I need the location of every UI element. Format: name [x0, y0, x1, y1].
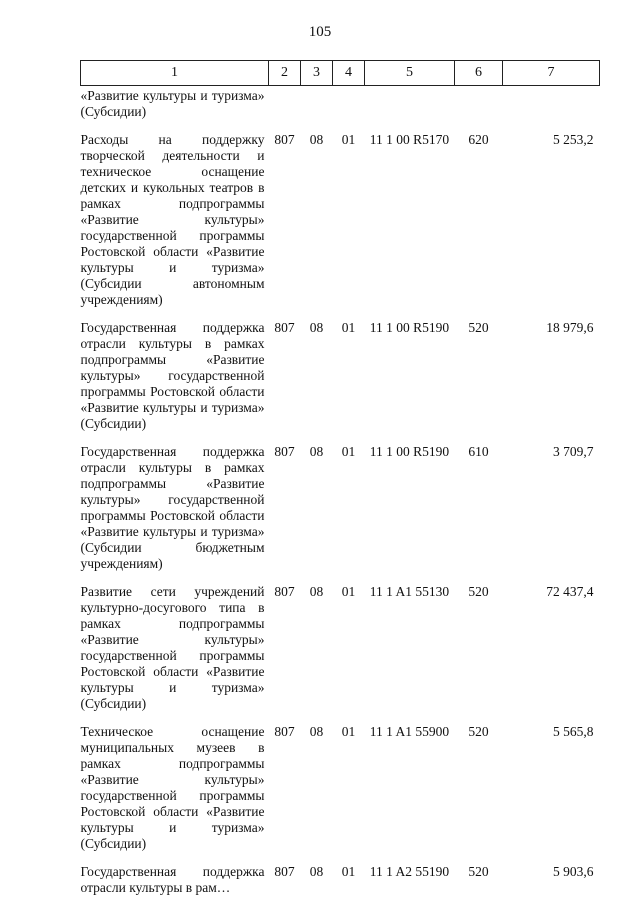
row-description: Расходы на поддержку творческой деятельности и техническое оснащение детских и кукольных театров в рамках подпрограммы «Развитие культуры» государственной программы Ростовской области «Развитие культуры и туризма» (Субсидии автономным учреждениям)	[80, 132, 265, 307]
row-amount: 5 565,8	[553, 724, 594, 739]
header-col-1: 1	[81, 61, 269, 86]
row-description: Техническое оснащение муниципальных музеев в рамках подпрограммы «Развитие культуры» государственной программы Ростовской области «Развитие культуры и туризма» (Субсидии)	[80, 724, 265, 851]
row-ministry-code	[269, 86, 301, 121]
row-expense-type: 610	[468, 444, 489, 459]
row-section: 08	[309, 444, 324, 459]
table-row	[81, 852, 600, 896]
header-col-3: 3	[301, 61, 333, 86]
row-section: 08	[309, 132, 324, 147]
table-row	[81, 120, 600, 308]
row-section: 08	[309, 584, 324, 599]
row-expense-type: 520	[468, 724, 489, 739]
row-target-article	[365, 86, 455, 121]
row-subsection: 01	[341, 584, 356, 599]
table-row	[81, 432, 600, 572]
row-section	[301, 86, 333, 121]
row-description: «Развитие культуры и туризма» (Субсидии)	[80, 88, 265, 119]
header-col-6: 6	[455, 61, 503, 86]
table-row	[81, 86, 600, 121]
row-section: 08	[309, 724, 324, 739]
row-target-article: 11 1 00 R5190	[369, 320, 450, 335]
row-subsection	[333, 86, 365, 121]
header-col-2: 2	[269, 61, 301, 86]
row-expense-type	[455, 86, 503, 121]
row-subsection: 01	[341, 444, 356, 459]
row-target-article: 11 1 00 R5190	[369, 444, 450, 459]
row-amount: 3 709,7	[553, 444, 594, 459]
row-amount: 5 253,2	[553, 132, 594, 147]
row-ministry-code: 807	[274, 584, 295, 599]
row-expense-type: 520	[468, 320, 489, 335]
row-description: Развитие сети учреждений культурно-досугового типа в рамках подпрограммы «Развитие культуры» государственной программы Ростовской области «Развитие культуры и туризма» (Субсидии)	[80, 584, 265, 711]
row-subsection: 01	[341, 320, 356, 335]
row-ministry-code: 807	[274, 320, 295, 335]
row-target-article: 11 1 A1 55130	[369, 584, 450, 599]
header-col-4: 4	[333, 61, 365, 86]
row-ministry-code: 807	[274, 444, 295, 459]
table-row	[81, 572, 600, 712]
row-description: Государственная поддержка отрасли культуры в рамках подпрограммы «Развитие культуры» государственной программы Ростовской области «Развитие культуры и туризма» (Субсидии бюджетным учреждениям)	[80, 444, 265, 571]
row-amount: 72 437,4	[546, 584, 594, 599]
header-col-5: 5	[365, 61, 455, 86]
table-body	[81, 86, 600, 897]
row-amount: 5 903,6	[553, 864, 594, 879]
row-ministry-code: 807	[274, 864, 295, 879]
row-expense-type: 520	[468, 584, 489, 599]
row-subsection: 01	[341, 132, 356, 147]
row-target-article: 11 1 00 R5170	[369, 132, 450, 147]
table-header	[81, 61, 600, 86]
table-row	[81, 308, 600, 432]
row-target-article: 11 1 A1 55900	[369, 724, 450, 739]
row-ministry-code: 807	[274, 132, 295, 147]
row-expense-type: 620	[468, 132, 489, 147]
row-description: Государственная поддержка отрасли культуры в рам…	[80, 864, 265, 895]
row-target-article: 11 1 A2 55190	[369, 864, 450, 879]
row-section: 08	[309, 320, 324, 335]
row-ministry-code: 807	[274, 724, 295, 739]
row-expense-type: 520	[468, 864, 489, 879]
row-amount: 18 979,6	[546, 320, 594, 335]
row-subsection: 01	[341, 724, 356, 739]
page-number: 105	[308, 24, 332, 40]
header-row	[81, 61, 600, 86]
row-amount	[503, 86, 600, 121]
budget-table	[80, 60, 600, 896]
table-row	[81, 712, 600, 852]
row-subsection: 01	[341, 864, 356, 879]
row-description: Государственная поддержка отрасли культуры в рамках подпрограммы «Развитие культуры» государственной программы Ростовской области «Развитие культуры и туризма» (Субсидии)	[80, 320, 265, 431]
header-col-7: 7	[503, 61, 600, 86]
row-section: 08	[309, 864, 324, 879]
